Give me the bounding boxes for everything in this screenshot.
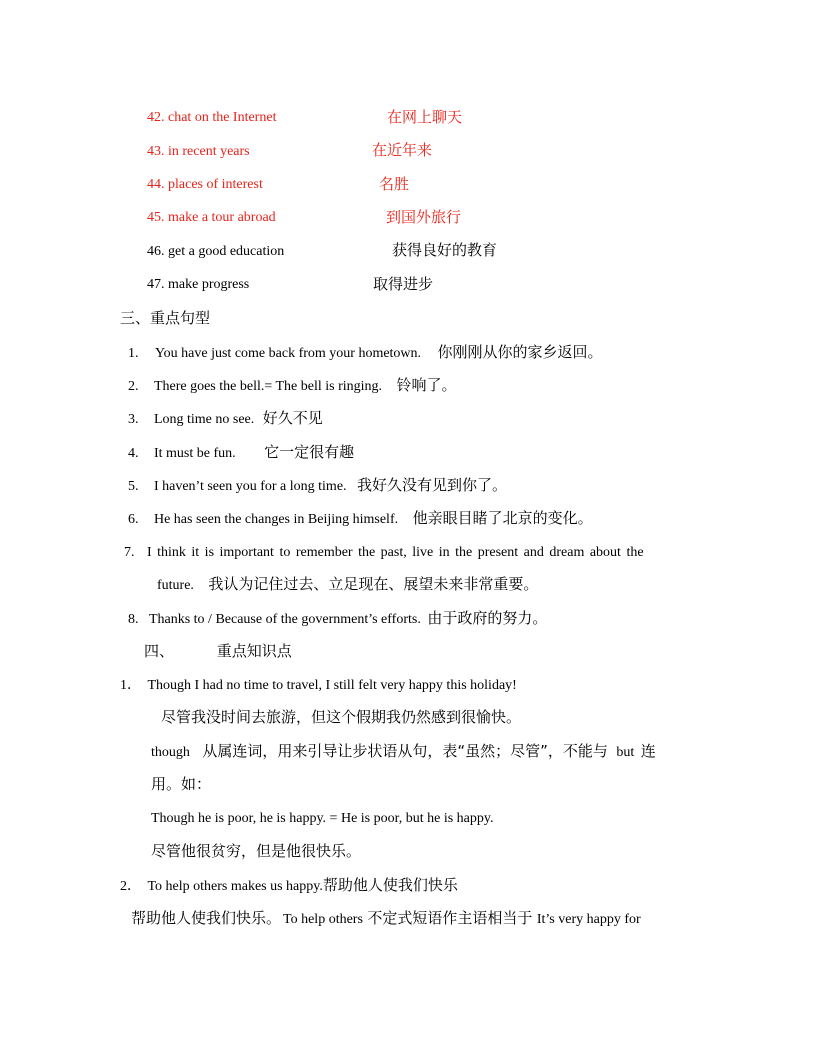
vocab-item-en: 42. chat on the Internet: [147, 110, 277, 125]
explanation-text: 帮助他人使我们快乐。: [131, 909, 282, 927]
point-explanation: [131, 909, 641, 929]
sentence-en: You have just come back from your hometown.: [154, 346, 422, 361]
sentence-row: [128, 343, 603, 363]
sentence-number: 2.: [128, 379, 139, 394]
sentence-continuation: [157, 575, 538, 595]
vocab-item-en: 43. in recent years: [147, 144, 250, 159]
sentence-number: 3.: [128, 412, 139, 427]
explanation-keyword: To help others: [283, 912, 363, 927]
vocab-item-zh: 到国外旅行: [386, 208, 462, 226]
explanation-text: 从属连词，用来引导让步状语从句，表“虽然；尽管”，不能与: [202, 742, 608, 760]
vocab-item-en: 47. make progress: [147, 277, 250, 292]
sentence-en: There goes the bell.= The bell is ringing.: [153, 379, 383, 394]
sentence-number: 1.: [128, 346, 139, 361]
knowledge-point: [120, 676, 517, 695]
vocab-item-zh: 取得进步: [373, 275, 434, 293]
sentence-row: [128, 409, 323, 429]
example-zh: 尽管他很贫穷，但是他很快乐。: [151, 842, 362, 860]
sentence-zh: 它一定很有趣: [264, 443, 355, 461]
sentence-en: I think it is important to remember the past, live in the present and dream about the: [146, 545, 644, 560]
point-number: 1．: [120, 678, 141, 693]
section-number: 四、: [144, 642, 175, 660]
explanation-keyword: though: [151, 745, 190, 760]
section-heading: [144, 642, 292, 660]
vocab-item-zh: 获得良好的教育: [392, 241, 498, 259]
example-en: Though he is poor, he is happy. = He is poor, but he is happy.: [151, 811, 494, 826]
vocab-item-en: 44. places of interest: [147, 177, 263, 192]
sentence-en: Thanks to / Because of the government’s efforts.: [148, 612, 421, 627]
sentence-zh: 你刚刚从你的家乡返回。: [437, 343, 603, 361]
explanation-text: 不定式短语作主语相当于: [367, 909, 533, 927]
vocab-item-zh: 在网上聊天: [387, 108, 463, 126]
sentence-zh: 铃响了。: [396, 376, 457, 394]
sentence-zh: 好久不见: [262, 409, 323, 427]
sentence-row: [124, 543, 644, 562]
vocab-item-zh: 在近年来: [372, 141, 433, 159]
sentence-en: I haven’t seen you for a long time.: [153, 479, 347, 494]
section-title: 重点知识点: [216, 642, 292, 660]
point-explanation: [151, 742, 656, 762]
sentence-row: [128, 509, 593, 529]
sentence-zh: 我认为记住过去、立足现在、展望未来非常重要。: [208, 575, 539, 593]
sentence-en: Long time no see.: [153, 412, 255, 427]
vocab-item-en: 46. get a good education: [147, 244, 285, 259]
vocab-item-en: 45. make a tour abroad: [147, 210, 276, 225]
sentence-en: It must be fun.: [153, 446, 236, 461]
point-sentence-en: Though I had no time to travel, I still felt very happy this holiday!: [147, 678, 517, 693]
sentence-number: 8.: [128, 612, 139, 627]
sentence-number: 6.: [128, 512, 139, 527]
point-sentence-zh: 帮助他人使我们快乐: [322, 876, 458, 894]
sentence-row: [128, 443, 354, 463]
point-sentence-zh: 尽管我没时间去旅游，但这个假期我仍然感到很愉快。: [161, 708, 522, 726]
sentence-number: 5.: [128, 479, 139, 494]
sentence-en-continued: future.: [157, 578, 194, 593]
sentence-row: [128, 609, 547, 629]
explanation-keyword: but: [616, 745, 635, 760]
sentence-number: 4.: [128, 446, 139, 461]
section-heading: 三、重点句型: [120, 309, 211, 327]
explanation-text: 连: [640, 742, 656, 760]
point-sentence-en: To help others makes us happy.: [147, 879, 323, 894]
vocab-item-zh: 名胜: [379, 175, 410, 193]
explanation-text: 用。如：: [151, 775, 212, 793]
sentence-en: He has seen the changes in Beijing himself.: [153, 512, 399, 527]
sentence-row: [128, 376, 457, 396]
sentence-number: 7.: [124, 545, 135, 560]
sentence-row: [128, 476, 507, 496]
knowledge-point: [120, 876, 458, 896]
point-number: 2．: [120, 879, 141, 894]
sentence-zh: 他亲眼目睹了北京的变化。: [412, 509, 593, 527]
explanation-keyword: It’s very happy for: [536, 912, 641, 927]
sentence-zh: 我好久没有见到你了。: [356, 476, 507, 494]
sentence-zh: 由于政府的努力。: [427, 609, 548, 627]
